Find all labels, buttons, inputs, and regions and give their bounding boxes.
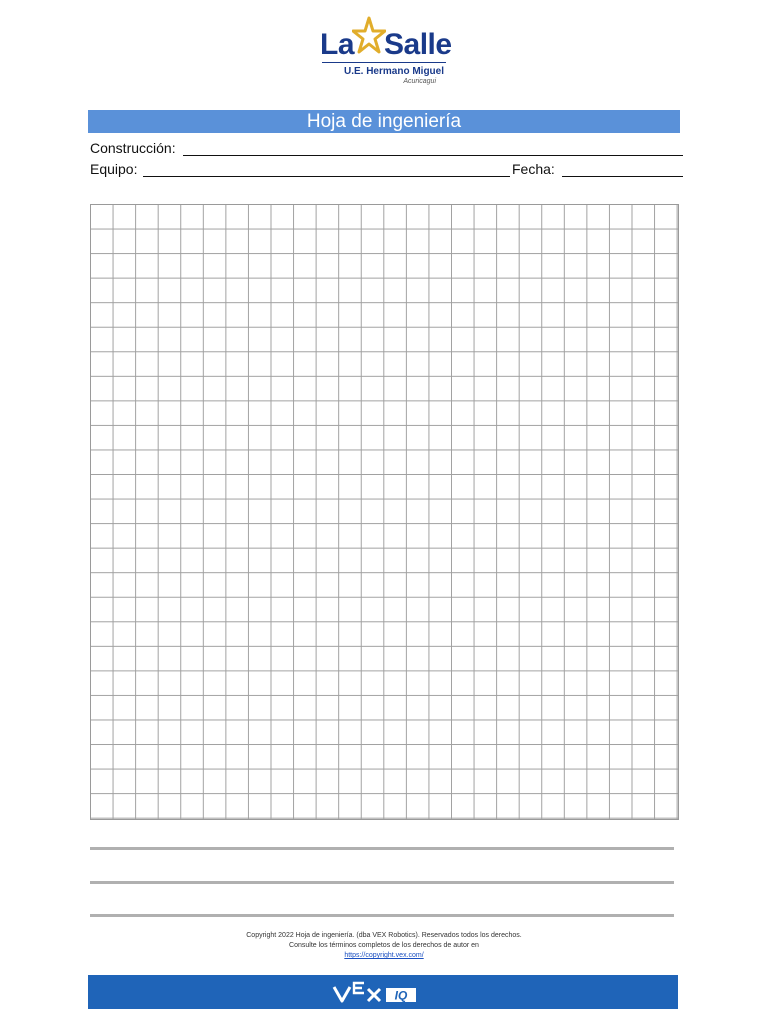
construction-label: Construcción: bbox=[90, 140, 176, 156]
copyright-line-2: Consulte los términos completos de los derechos de autor en bbox=[289, 942, 479, 949]
logo-word-la: La bbox=[320, 28, 355, 61]
date-label: Fecha: bbox=[512, 161, 555, 177]
construction-field[interactable] bbox=[183, 155, 683, 156]
logo-divider bbox=[322, 62, 446, 63]
logo-word-salle: Salle bbox=[384, 28, 452, 61]
vex-iq-logo-icon bbox=[330, 980, 440, 1006]
copyright-notice bbox=[184, 931, 584, 961]
page-title: Hoja de ingeniería bbox=[88, 110, 680, 133]
svg-text:IQ: IQ bbox=[394, 988, 408, 1003]
note-line[interactable] bbox=[90, 847, 674, 850]
copyright-link[interactable]: https://copyright.vex.com/ bbox=[344, 952, 424, 959]
team-label: Equipo: bbox=[90, 161, 138, 177]
logo-city: Acuricagui bbox=[403, 78, 436, 85]
note-line[interactable] bbox=[90, 914, 674, 917]
school-logo bbox=[318, 14, 454, 90]
team-field[interactable] bbox=[143, 176, 510, 177]
graph-grid[interactable] bbox=[90, 204, 679, 820]
logo-school-name: U.E. Hermano Miguel bbox=[343, 66, 444, 77]
star-icon bbox=[352, 16, 386, 56]
note-line[interactable] bbox=[90, 881, 674, 884]
date-field[interactable] bbox=[562, 176, 683, 177]
copyright-line-1: Copyright 2022 Hoja de ingeniería. (dba VEX Robotics). Reservados todos los derechos. bbox=[246, 932, 522, 939]
